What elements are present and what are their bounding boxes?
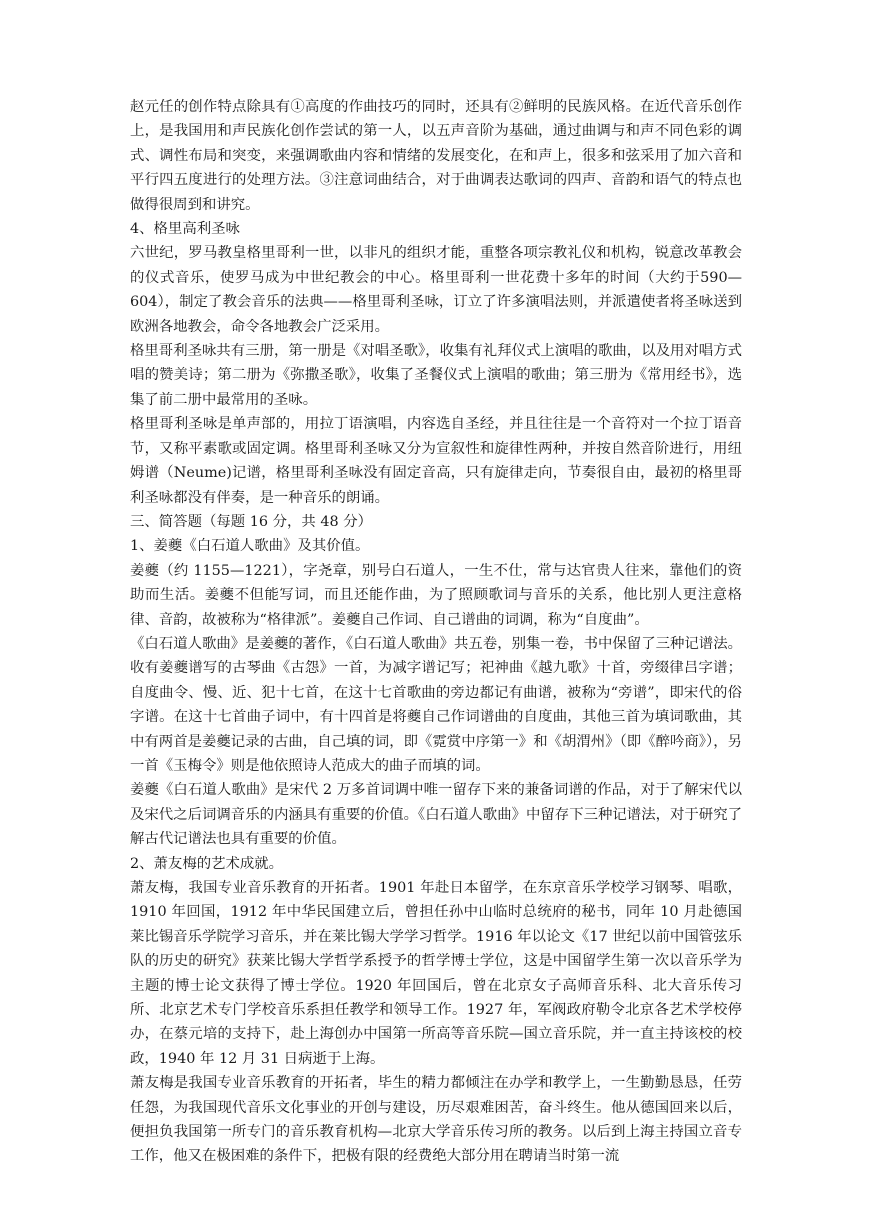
paragraph-xiao-youmei-bio: 萧友梅，我国专业音乐教育的开拓者。1901 年赴日本留学，在东京音乐学校学习钢琴、唱歌，1910 年回国，1912 年中华民国建立后，曾担任孙中山临时总统府的秘书，同年 10 月赴德国莱比锡音乐学院学习音乐，并在莱比锡大学学习哲学。1916 年以论文《17 世纪以前中国管弦乐队的历史的研究》获莱比锡大学哲学系授予的哲学博士学位，这是中国留学生第一次以音乐学为主题的博士论文获得了博士学位。1920 年回国后，曾在北京女子高师音乐科、北大音乐传习所、北京艺术专门学校音乐系担任教学和领导工作。1927 年，军阀政府勒令北京各艺术学校停办，在蔡元培的支持下，赴上海创办中国第一所高等音乐院—国立音乐院，并一直主持该校的校政，1940 年 12 月 31 日病逝于上海。	[130, 880, 742, 1067]
heading-xiao-youmei: 2、萧友梅的艺术成就。	[130, 855, 284, 872]
paragraph-jiang-kui-bio: 姜夔（约 1155—1221），字尧章，别号白石道人，一生不仕，常与达官贵人往来，靠他们的资助而生活。姜夔不但能写词，而且还能作曲，为了照顾歌词与音乐的关系，他比别人更注意格律、音韵，故被称为“格律派”。姜夔自己作词、自己谱曲的词调，称为“自度曲”。	[130, 562, 742, 628]
document-page	[130, 95, 742, 1169]
heading-gregorian-chant: 4、格里高利圣咏	[130, 221, 240, 238]
heading-jiang-kui: 1、姜夔《白石道人歌曲》及其价值。	[130, 538, 370, 555]
heading-short-answer-section: 三、简答题（每题 16 分，共 48 分）	[130, 513, 372, 530]
paragraph-gregorian-volumes: 格里哥利圣咏共有三册，第一册是《对唱圣歌》，收集有礼拜仪式上演唱的歌曲，以及用对唱方式唱的赞美诗；第二册为《弥撒圣歌》，收集了圣餐仪式上演唱的歌曲；第三册为《常用经书》，选集了前二册中最常用的圣咏。	[130, 343, 742, 408]
paragraph-gregorian-characteristics: 格里哥利圣咏是单声部的，用拉丁语演唱，内容选自圣经，并且往往是一个音符对一个拉丁语音节，又称平素歌或固定调。格里哥利圣咏又分为宣叙性和旋律性两种，并按自然音阶进行，用纽姆谱（Neume)记谱，格里哥利圣咏没有固定音高，只有旋律走向，节奏很自由，最初的格里哥利圣咏都没有伴奏，是一种音乐的朗诵。	[130, 416, 742, 506]
paragraph-gregorian-origin: 六世纪，罗马教皇格里哥利一世，以非凡的组织才能，重整各项宗教礼仪和机构，锐意改革教会的仪式音乐，使罗马成为中世纪教会的中心。格里哥利一世花费十多年的时间（大约于590—604），制定了教会音乐的法典——格里哥利圣咏，订立了许多演唱法则，并派遣使者将圣咏送到欧洲各地教会，命令各地教会广泛采用。	[130, 245, 742, 335]
paragraph-baishi-songs: 《白石道人歌曲》是姜夔的著作，《白石道人歌曲》共五卷，别集一卷，书中保留了三种记谱法。收有姜夔谱写的古琴曲《古怨》一首，为减字谱记写；祀神曲《越九歌》十首，旁缀律吕字谱；自度曲令、慢、近、犯十七首，在这十七首歌曲的旁边都记有曲谱，被称为“旁谱”，即宋代的俗字谱。在这十七首曲子词中，有十四首是将夔自己作词谱曲的自度曲，其他三首为填词歌曲，其中有两首是姜夔记录的古曲，自己填的词，即《霓赏中序第一》和《胡渭州》（即《醉吟商》），另一首《玉梅令》则是他依照诗人范成大的曲子而填的词。	[130, 635, 742, 774]
paragraph-zhao-yuanren-features: 赵元任的创作特点除具有①高度的作曲技巧的同时，还具有②鲜明的民族风格。在近代音乐创作上，是我国用和声民族化创作尝试的第一人，以五声音阶为基础，通过曲调与和声不同色彩的调式、调性布局和突变，来强调歌曲内容和情绪的发展变化，在和声上，很多和弦采用了加六音和平行四五度进行的处理方法。③注意词曲结合，对于曲调表达歌词的四声、音韵和语气的特点也做得很周到和讲究。	[130, 99, 742, 213]
paragraph-baishi-value: 姜夔《白石道人歌曲》是宋代 2 万多首词调中唯一留存下来的兼备词谱的作品，对于了解宋代以及宋代之后词调音乐的内涵具有重要的价值。《白石道人歌曲》中留存下三种记谱法，对于研究了解古代记谱法也具有重要的价值。	[130, 782, 742, 848]
paragraph-xiao-youmei-achievements: 萧友梅是我国专业音乐教育的开拓者，毕生的精力都倾注在办学和教学上，一生勤勤恳恳，任劳任怨，为我国现代音乐文化事业的开创与建设，历尽艰难困苦，奋斗终生。他从德国回来以后，便担负我国第一所专门的音乐教育机构—北京大学音乐传习所的教务。以后到上海主持国立音专工作，他又在极困难的条件下，把极有限的经费绝大部分用在聘请当时第一流	[130, 1075, 742, 1165]
